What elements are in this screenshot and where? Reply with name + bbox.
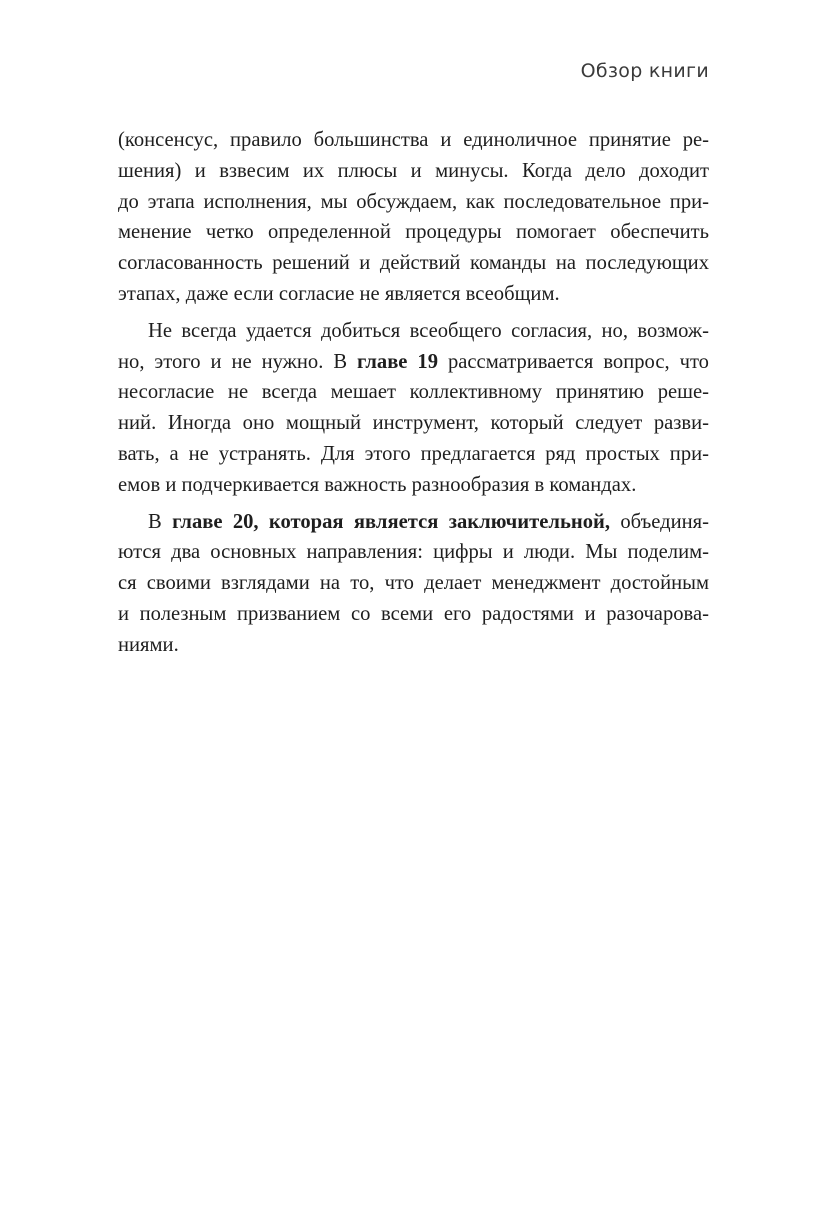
text-line: Не всегда удается добиться всеобщего согласия, но, возмож- — [148, 319, 709, 342]
text-line: до этапа исполнения, мы обсуждаем, как последовательное при- — [118, 190, 709, 213]
text-run: но, этого и не нужно. В — [118, 350, 358, 373]
running-header: Обзор книги — [580, 60, 709, 82]
text-line: этапах, даже если согласие не является всеобщим. — [118, 282, 560, 305]
text-line — [118, 347, 709, 378]
text-line: и полезным призванием со всеми его радостями и разочарова- — [118, 602, 709, 625]
text-line: ниями. — [118, 633, 179, 656]
text-line: согласованность решений и действий команды на последующих — [118, 252, 709, 275]
text-line — [118, 507, 709, 538]
text-line: шения) и взвесим их плюсы и минусы. Когда дело доходит — [118, 159, 709, 182]
text-line: ний. Иногда оно мощный инструмент, который следует разви- — [118, 412, 709, 435]
chapter-reference: главе 19 — [357, 350, 439, 373]
text-line: ся своими взглядами на то, что делает менеджмент достойным — [118, 572, 709, 595]
text-line: емов и подчеркивается важность разнообразия в командах. — [118, 473, 637, 496]
chapter-reference: главе 20, которая является заключительной, — [172, 510, 611, 533]
text-line: (консенсус, правило большинства и единоличное принятие ре- — [118, 129, 709, 151]
text-line: вать, а не устранять. Для этого предлагается ряд простых при- — [118, 442, 709, 465]
text-run: объединя- — [610, 510, 709, 533]
text-line: менение четко определенной процедуры помогает обеспечить — [118, 221, 709, 244]
text-line: ются два основных направления: цифры и люди. Мы поделим- — [118, 541, 709, 564]
text-line: несогласие не всегда мешает коллективному принятию реше- — [118, 381, 709, 404]
body-text — [118, 125, 709, 661]
text-run: рассматривается вопрос, что — [438, 350, 709, 373]
text-run: В — [148, 510, 173, 533]
